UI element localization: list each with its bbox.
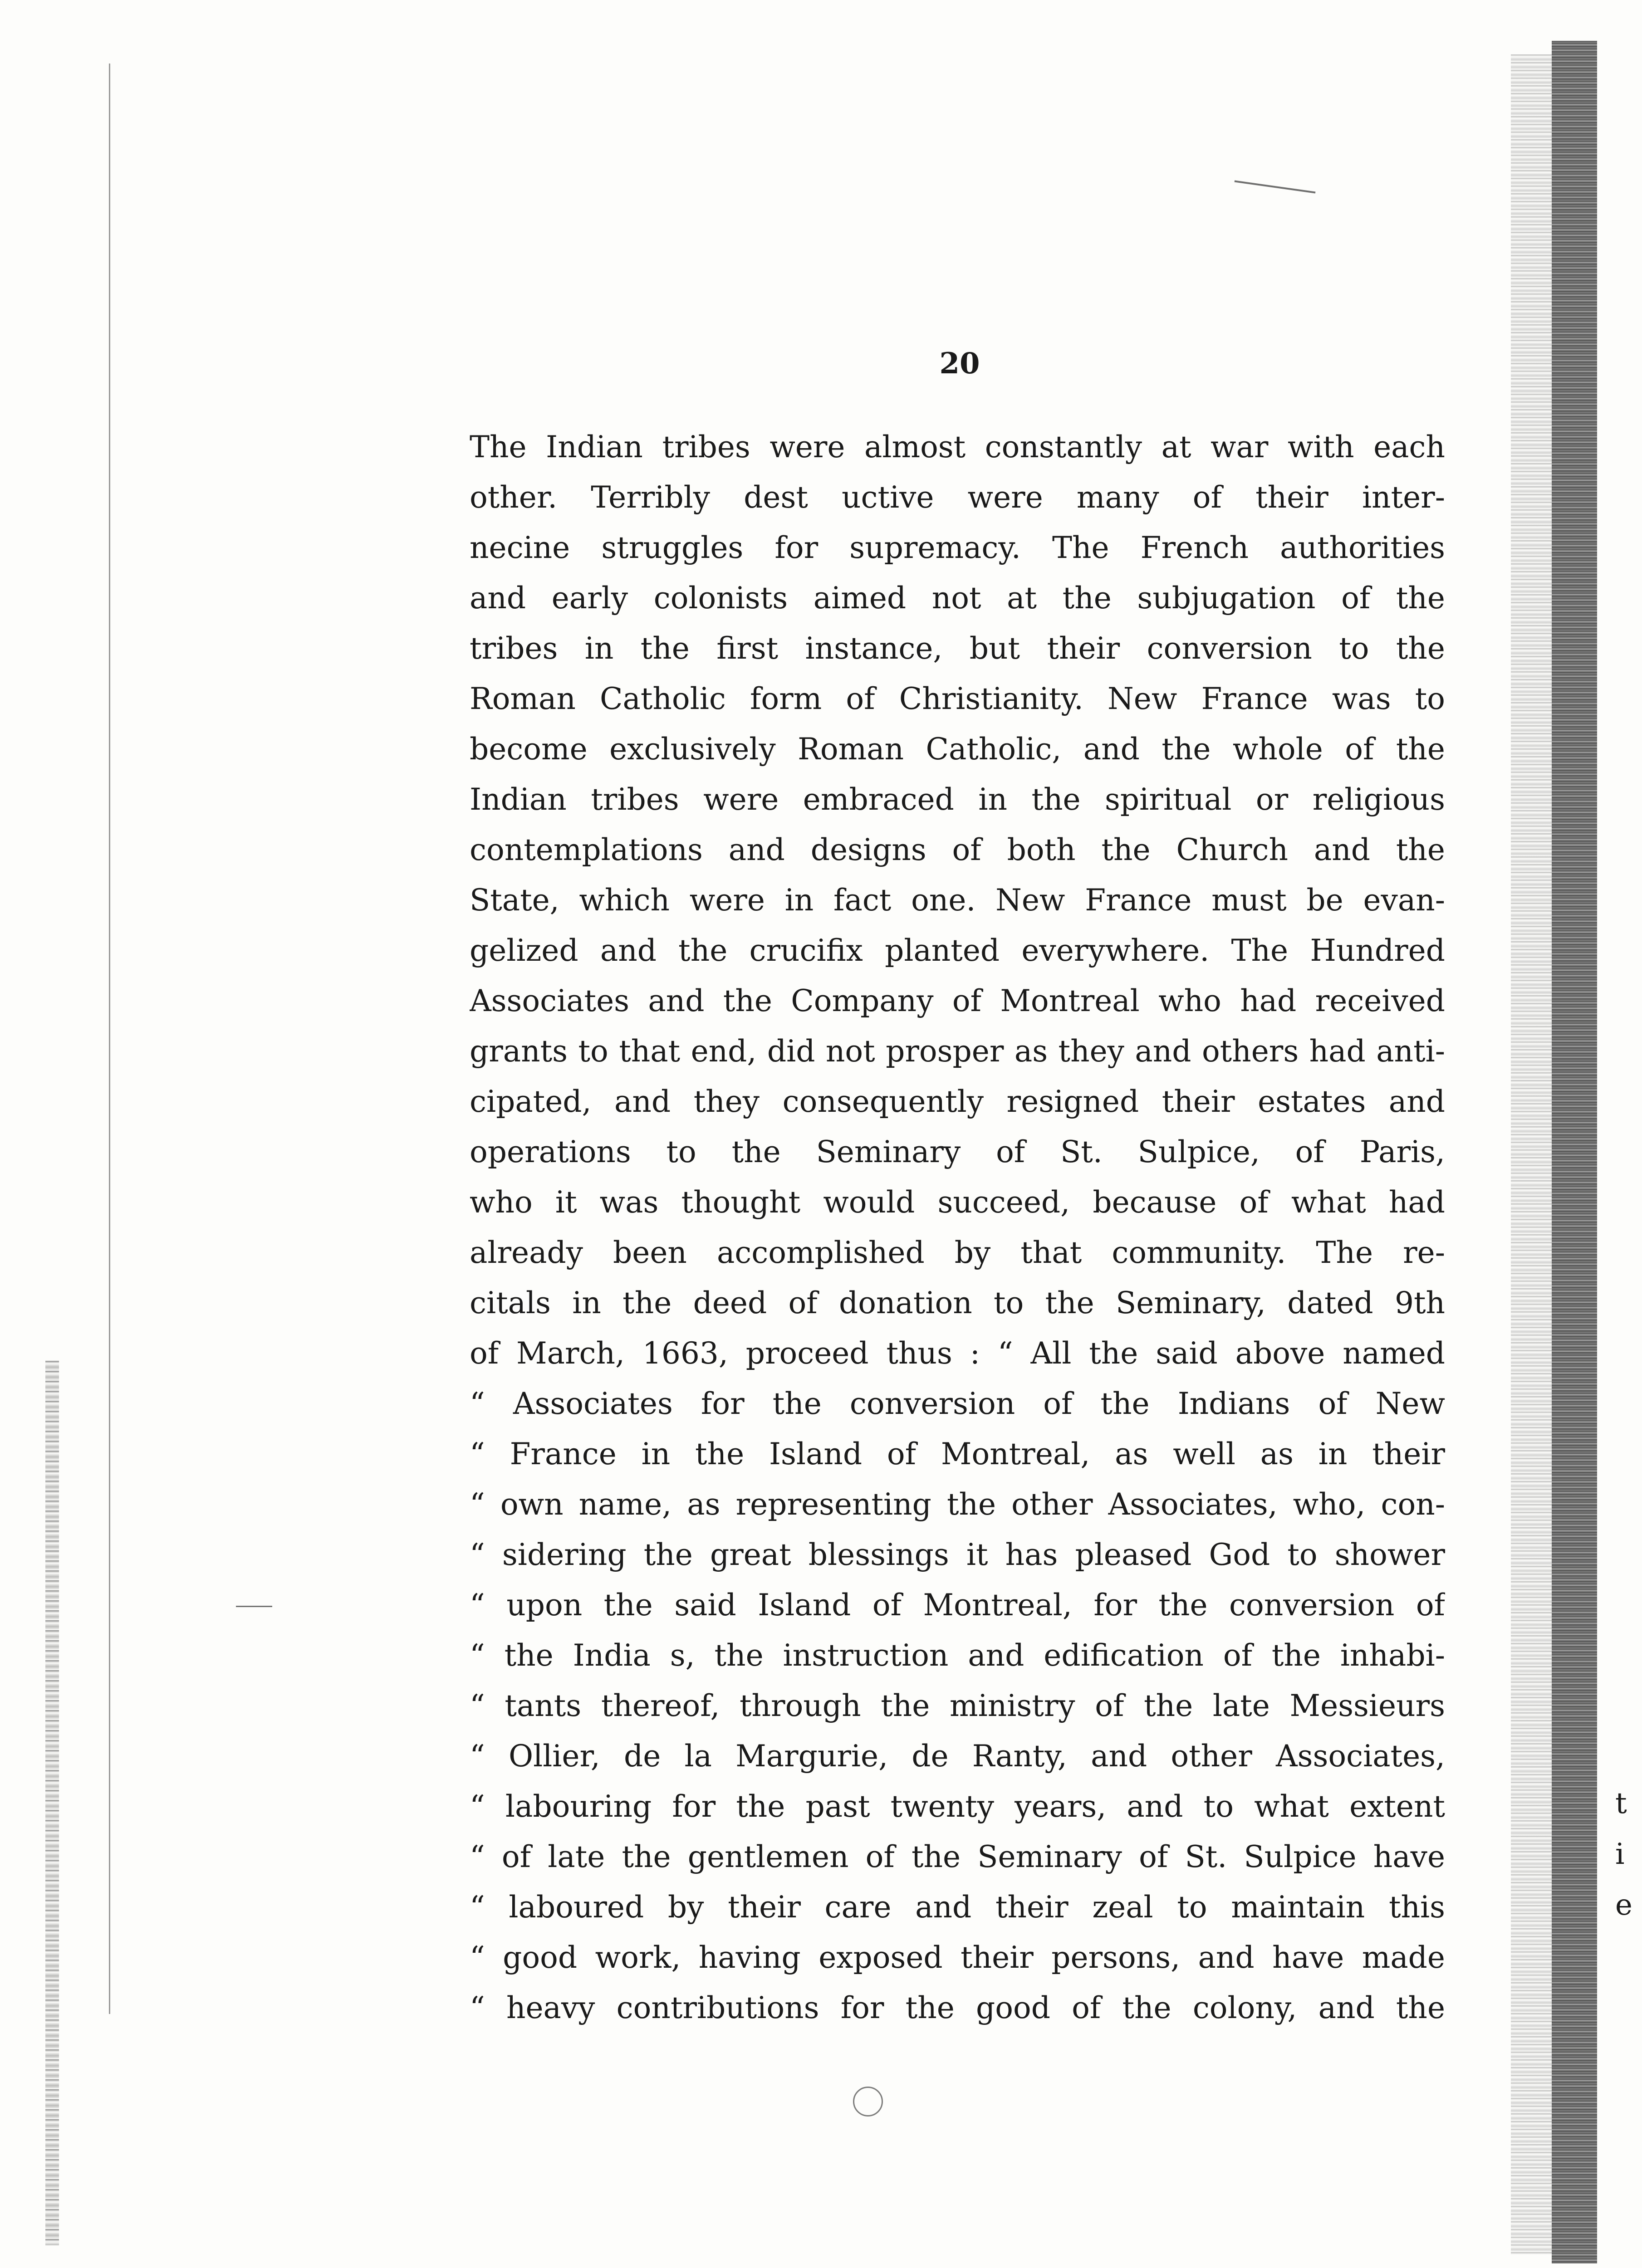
facing-page-margin-letters	[1615, 1778, 1638, 1931]
text-line: “ of late the gentlemen of the Seminary of St. Sulpice have	[470, 1839, 1445, 1874]
text-line: “ sidering the great blessings it has pleased God to shower	[470, 1537, 1445, 1572]
text-line: “ tants thereof, through the ministry of the late Messieurs	[470, 1688, 1445, 1723]
text-line: Associates and the Company of Montreal who had received	[470, 983, 1445, 1018]
text-line: other. Terribly dest uctive were many of their inter-	[470, 480, 1445, 515]
body-text	[470, 422, 1445, 2033]
scan-mark	[1235, 180, 1316, 193]
text-line: “ labouring for the past twenty years, and to what extent	[470, 1789, 1445, 1824]
text-line: “ own name, as representing the other Associates, who, con-	[470, 1487, 1445, 1522]
binding-edge	[1552, 41, 1597, 2263]
text-line: “ good work, having exposed their persons, and have made	[470, 1940, 1445, 1975]
scan-mark	[236, 1606, 272, 1607]
text-line: “ Associates for the conversion of the Indians of New	[470, 1386, 1445, 1421]
text-line: Indian tribes were embraced in the spiritual or religious	[470, 782, 1445, 817]
text-line: “ Ollier, de la Margurie, de Ranty, and other Associates,	[470, 1739, 1445, 1774]
margin-letter: i	[1615, 1838, 1625, 1871]
text-line: necine struggles for supremacy. The French authorities	[470, 530, 1445, 565]
text-line: who it was thought would succeed, because of what had	[470, 1185, 1445, 1220]
text-line: gelized and the crucifix planted everywhere. The Hundred	[470, 933, 1445, 968]
scan-mark	[853, 2087, 883, 2116]
binding-shadow	[1511, 54, 1552, 2254]
text-line: “ laboured by their care and their zeal to maintain this	[470, 1890, 1445, 1925]
text-line: grants to that end, did not prosper as they and others had anti-	[470, 1034, 1445, 1069]
text-line: State, which were in fact one. New France must be evan-	[470, 883, 1445, 918]
text-line: citals in the deed of donation to the Seminary, dated 9th	[470, 1286, 1445, 1320]
text-line: and early colonists aimed not at the subjugation of the	[470, 581, 1445, 616]
text-line: “ upon the said Island of Montreal, for the conversion of	[470, 1588, 1445, 1623]
text-line: of March, 1663, proceed thus : “ All the said above named	[470, 1336, 1445, 1371]
page-number: 20	[939, 347, 980, 381]
text-line: contemplations and designs of both the Church and the	[470, 832, 1445, 867]
margin-letter: e	[1615, 1888, 1632, 1922]
text-line: Roman Catholic form of Christianity. New France was to	[470, 681, 1445, 716]
margin-letter: t	[1615, 1787, 1627, 1820]
text-line: operations to the Seminary of St. Sulpice, of Paris,	[470, 1134, 1445, 1169]
left-margin-rule	[109, 64, 110, 2014]
text-line: already been accomplished by that community. The re-	[470, 1235, 1445, 1270]
text-line: become exclusively Roman Catholic, and the whole of the	[470, 732, 1445, 767]
text-line: The Indian tribes were almost constantly at war with each	[470, 430, 1445, 464]
text-line: “ the India s, the instruction and edification of the inhabi-	[470, 1638, 1445, 1673]
text-line: tribes in the first instance, but their conversion to the	[470, 631, 1445, 666]
text-line: “ heavy contributions for the good of the colony, and the	[470, 1990, 1445, 2025]
text-line: cipated, and they consequently resigned their estates and	[470, 1084, 1445, 1119]
left-margin-specks	[45, 1361, 59, 2245]
text-line: “ France in the Island of Montreal, as well as in their	[470, 1437, 1445, 1471]
